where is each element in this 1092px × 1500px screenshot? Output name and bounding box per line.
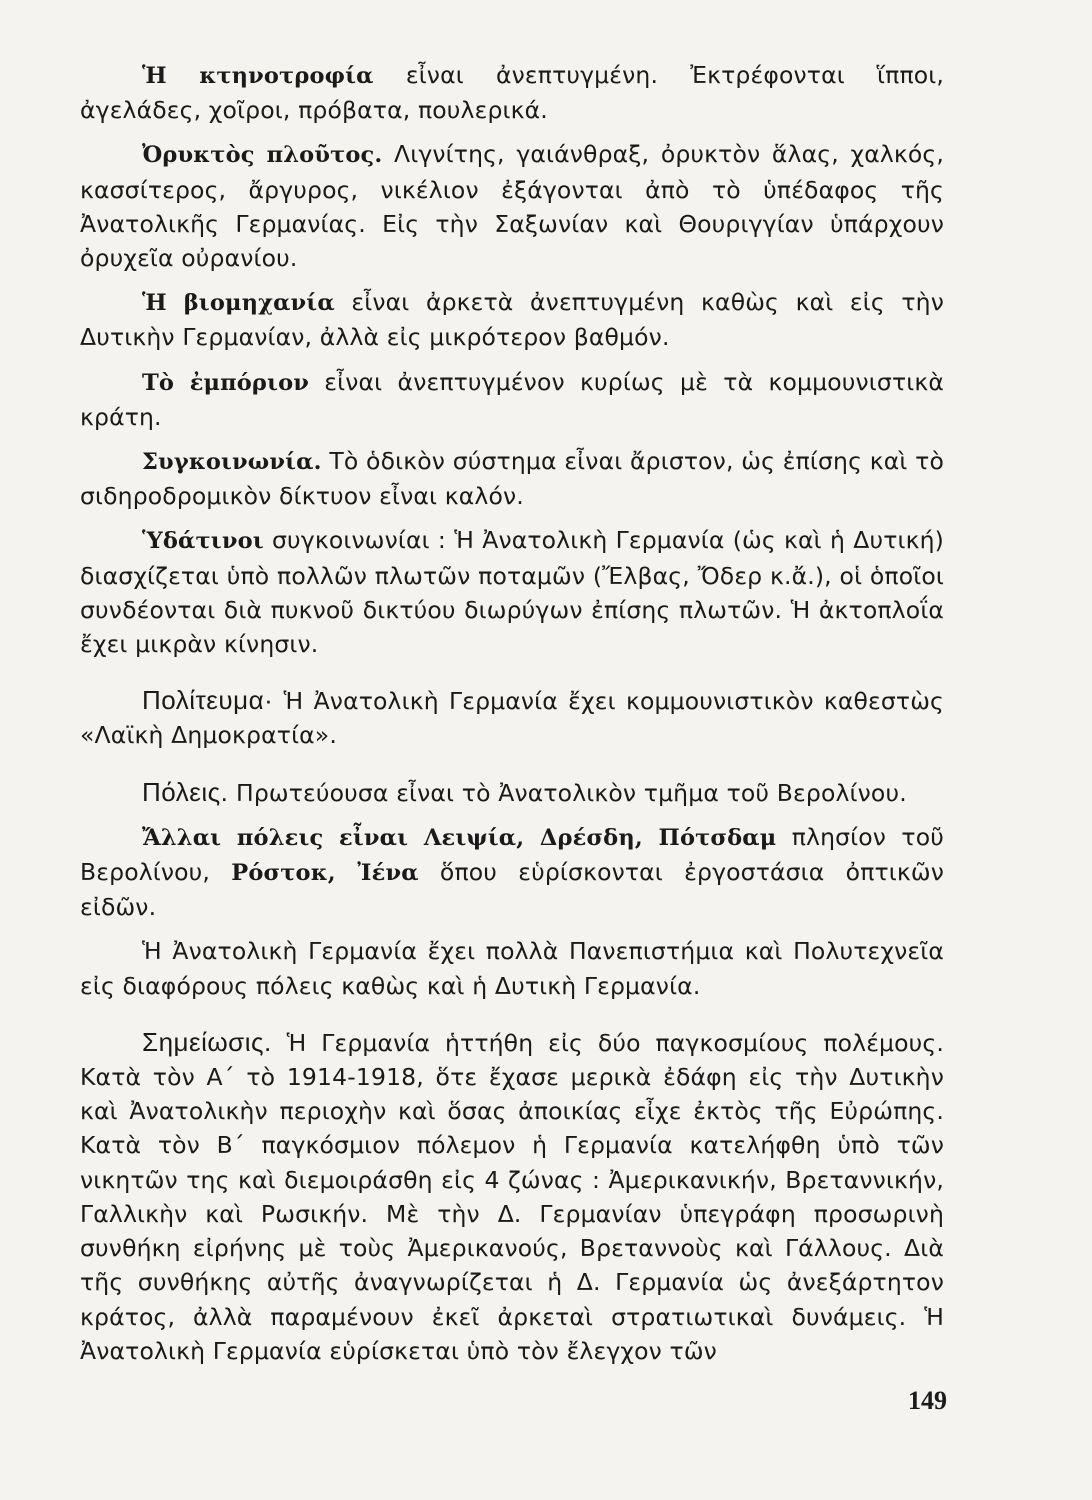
paragraph-note [80, 1025, 944, 1368]
text-universities: Ἡ Ἀνατολικὴ Γερμανία ἔχει πολλὰ Πανεπιστήμια καὶ Πολυτεχνεῖα εἰς διαφόρους πόλεις καθὼς καὶ ἡ Δυτικὴ Γερμανία. [80, 937, 944, 1000]
heading-note: Σημείωσις. [142, 1026, 272, 1057]
text-cities: Πρωτεύουσα εἶναι τὸ Ἀνατολικὸν τμῆμα τοῦ Βερολίνου. [228, 778, 907, 807]
paragraph-polity [80, 683, 944, 752]
heading-commerce: Τὸ ἐμπόριον [142, 369, 309, 396]
heading-livestock: Ἡ κτηνοτροφία [142, 63, 374, 89]
heading-cities: Πόλεις. [142, 776, 229, 807]
text-waterways: συγκοινωνίαι : Ἡ Ἀνατολικὴ Γερμανία (ὡς καὶ ἡ Δυτική) διασχίζεται ὑπὸ πολλῶν πλωτῶν ποταμῶν (Ἔλβας, Ὄδερ κ.ἄ.), οἱ ὁποῖοι συνδέονται διὰ πυκνοῦ δικτύου διωρύγων ἐπίσης πλωτῶν. Ἡ ἀκτοπλοΐα ἔχει μικρὰν κίνησιν. [80, 526, 944, 659]
paragraph-livestock [80, 58, 944, 127]
bold-other-cities-2: Ρόστοκ, Ἰένα [231, 860, 419, 887]
text-other-cities-2: ὅπου εὑρίσκονται ἐργοστάσια ὀπτικῶν εἰδῶν. [80, 858, 944, 922]
paragraph-other-cities [80, 820, 944, 925]
heading-industry: Ἡ βιομηχανία [142, 290, 335, 317]
page-number: 149 [908, 1386, 947, 1415]
heading-communication: Συγκοινωνία. [142, 449, 322, 476]
paragraph-waterways [80, 523, 944, 661]
paragraph-cities [80, 775, 944, 810]
heading-polity: Πολίτευμα· [142, 685, 274, 716]
paragraph-industry [80, 285, 944, 354]
text-livestock: εἶναι ἀνεπτυγμένη. Ἐκτρέφονται ἵπποι, ἀγελάδες, χοῖροι, πρόβατα, πουλερικά. [80, 61, 944, 125]
text-polity: Ἡ Ἀνατολικὴ Γερμανία ἔχει κομμουνιστικὸν καθεστὼς «Λαϊκὴ Δημοκρατία». [80, 687, 944, 750]
paragraph-commerce [80, 365, 944, 434]
text-note: Ἡ Γερμανία ἡττήθη εἰς δύο παγκοσμίους πολέμους. Κατὰ τὸν Α΄ τὸ 1914-1918, ὅτε ἔχασε μερικὰ ἐδάφη εἰς τὴν Δυτικὴν καὶ Ἀνατολικὴν περιοχὴν καὶ ὅσας ἀποικίας εἶχε ἐκτὸς τῆς Εὐρώπης. Κατὰ τὸν Β΄ παγκόσμιον πόλεμον ἡ Γερμανία κατελήφθη ὑπὸ τῶν νικητῶν της καὶ διεμοιράσθη εἰς 4 ζώνας : Ἀμερικανικήν, Βρεταννικήν, Γαλλικὴν καὶ Ρωσικήν. Μὲ τὴν Δ. Γερμανίαν ὑπεγράφη προσωρινὴ συνθήκη εἰρήνης μὲ τοὺς Ἀμερικανούς, Βρεταννοὺς καὶ Γάλλους. Διὰ τῆς συνθήκης αὐτῆς ἀναγνωρίζεται ἡ Δ. Γερμανία ὡς ἀνεξάρτητον κράτος, ἀλλὰ παραμένουν ἐκεῖ ἀρκεταὶ στρατιωτικαὶ δυνάμεις. Ἡ Ἀνατολικὴ Γερμανία εὑρίσκεται ὑπὸ τὸν ἔλεγχον τῶν [80, 1028, 944, 1365]
paragraph-minerals [80, 137, 944, 275]
text-communication: Τὸ ὁδικὸν σύστημα εἶναι ἄριστον, ὡς ἐπίσης καὶ τὸ σιδηροδρομικὸν δίκτυον εἶναι καλόν. [80, 447, 944, 511]
text-industry: εἶναι ἀρκετὰ ἀνεπτυγμένη καθὼς καὶ εἰς τὴν Δυτικὴν Γερμανίαν, ἀλλὰ εἰς μικρότερον βαθμόν. [80, 288, 944, 352]
paragraph-communication [80, 444, 944, 513]
heading-minerals: Ὀρυκτὸς πλοῦτος. [142, 142, 383, 169]
paragraph-universities [80, 934, 944, 1002]
text-commerce: εἶναι ἀνεπτυγμένον κυρίως μὲ τὰ κομμουνιστικὰ κράτη. [80, 367, 944, 431]
text-minerals: Λιγνίτης, γαιάνθραξ, ὀρυκτὸν ἅλας, χαλκός, κασσίτερος, ἄργυρος, νικέλιον ἐξάγονται ἀπὸ τὸ ὑπέδαφος τῆς Ἀνατολικῆς Γερμανίας. Εἰς τὴν Σαξωνίαν καὶ Θουριγγίαν ὑπάρχουν ὀρυχεῖα οὐρανίου. [80, 140, 944, 273]
text-other-cities-1: πλησίον τοῦ Βερολίνου, [80, 822, 944, 887]
heading-other-cities: Ἄλλαι πόλεις εἶναι Λειψία, Δρέσδη, Πότσδαμ [142, 824, 777, 851]
heading-waterways: Ὑδάτινοι [142, 528, 264, 555]
